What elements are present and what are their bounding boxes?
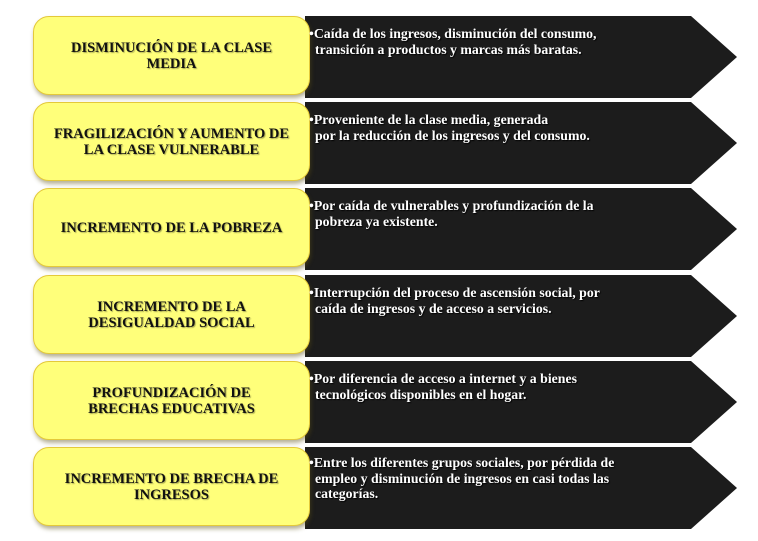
row-incremento-pobreza: [0, 188, 758, 270]
description: [309, 26, 709, 57]
description: [309, 198, 709, 229]
category-label: INCREMENTO DE LA POBREZA: [60, 219, 283, 236]
category-box: [33, 447, 310, 526]
category-box: [33, 102, 310, 181]
row-incremento-brecha-ingresos: [0, 447, 758, 529]
description-line: por la reducción de los ingresos y del consumo.: [315, 127, 590, 143]
category-box: [33, 16, 310, 95]
description: [309, 455, 709, 502]
category-box: [33, 188, 310, 267]
category-label: INCREMENTO DE LA DESIGUALDAD SOCIAL: [88, 298, 255, 331]
description-line: Por caída de vulnerables y profundización de la: [313, 198, 594, 213]
description-line: Interrupción del proceso de ascensión social, por: [313, 285, 600, 300]
description-line: tecnológicos disponibles en el hogar.: [315, 386, 527, 402]
bullet: •: [309, 112, 314, 127]
description: [309, 112, 709, 143]
row-disminucion-clase-media: [0, 16, 758, 98]
description-line: empleo y disminución de ingresos en casi todas las: [315, 470, 610, 486]
description: [309, 371, 709, 402]
description-line: Proveniente de la clase media, generada: [313, 112, 549, 127]
description-line: Por diferencia de acceso a internet y a bienes: [313, 371, 577, 386]
bullet: •: [309, 198, 314, 213]
category-label: PROFUNDIZACIÓN DE BRECHAS EDUCATIVAS: [88, 384, 255, 417]
description-line: pobreza ya existente.: [315, 213, 438, 229]
description-line: categorías.: [315, 486, 379, 501]
category-label: INCREMENTO DE BRECHA DE INGRESOS: [64, 470, 279, 503]
description-line: caída de ingresos y de acceso a servicios.: [315, 300, 552, 316]
description: [309, 285, 709, 316]
description-line: Entre los diferentes grupos sociales, por pérdida de: [313, 455, 615, 470]
row-fragilizacion-clase-vulnerable: [0, 102, 758, 184]
category-label: DISMINUCIÓN DE LA CLASE MEDIA: [70, 39, 273, 72]
bullet: •: [309, 285, 314, 300]
description-line: transición a productos y marcas más baratas.: [315, 41, 582, 57]
row-profundizacion-brechas-educativas: [0, 361, 758, 443]
category-box: [33, 275, 310, 354]
bullet: •: [309, 26, 314, 41]
category-box: [33, 361, 310, 440]
bullet: •: [309, 371, 314, 386]
description-line: Caída de los ingresos, disminución del consumo,: [313, 26, 597, 41]
row-incremento-desigualdad-social: [0, 275, 758, 357]
category-label: FRAGILIZACIÓN Y AUMENTO DE LA CLASE VULNERABLE: [53, 125, 290, 158]
bullet: •: [309, 455, 314, 470]
